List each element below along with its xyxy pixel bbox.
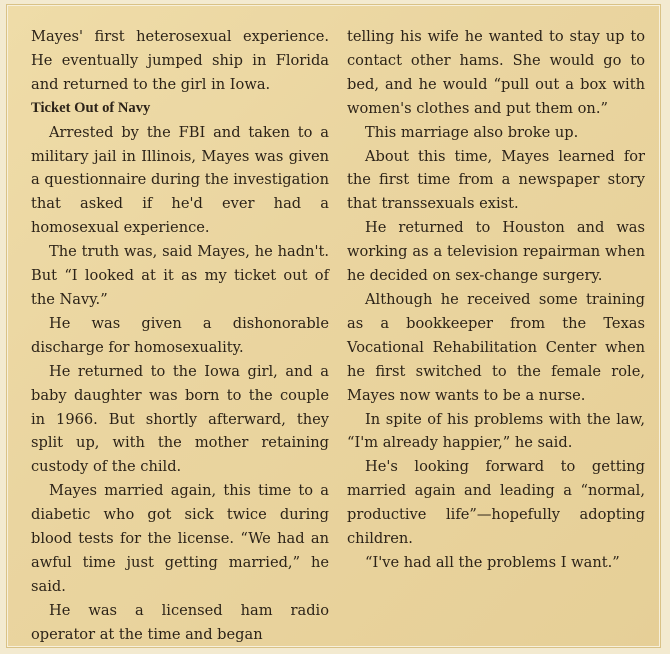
paragraph: The truth was, said Mayes, he hadn't. But “I looked at it as my ticket out of the Navy.” [31,243,329,308]
paragraph: In spite of his problems with the law, “I'm already happier,” he said. [347,410,645,452]
paragraph: About this time, Mayes learned for the first time from a newspaper story that transsexuals exist. [347,147,645,213]
section-heading: Ticket Out of Navy [31,99,151,116]
paragraph: Although he received some training as a bookkeeper from the Texas Vocational Rehabilitation Center when he first switched to the female role, Mayes now wants to be a nurse. [347,290,645,404]
newspaper-clipping [6,4,661,648]
paragraph: He returned to the Iowa girl, and a baby daughter was born to the couple in 1966. But shortly afterward, they split up, with the mother retaining custody of the child. [31,362,329,476]
paragraph: He was a licensed ham radio operator at the time and began [31,601,329,643]
paragraph: This marriage also broke up. [365,123,579,141]
paragraph: He was given a dishonorable discharge for homosexuality. [31,314,329,356]
paragraph: Mayes' first heterosexual experience. He eventually jumped ship in Florida and returned to the girl in Iowa. [31,28,329,93]
paragraph: Mayes married again, this time to a diabetic who got sick twice during blood tests for the license. “We had an awful time just getting married,” he said. [31,482,329,595]
paragraph: He returned to Houston and was working as a television repairman when he decided on sex-change surgery. [347,219,645,285]
right-column [347,25,645,575]
paragraph: He's looking forward to getting married again and leading a “normal, productive life”—hopefully adopting children. [347,458,645,548]
left-column [31,25,329,647]
paragraph: telling his wife he wanted to stay up to contact other hams. She would go to bed, and he would “pull out a box with women's clothes and put them on.” [347,28,645,117]
paragraph: “I've had all the problems I want.” [365,553,620,571]
paragraph: Arrested by the FBI and taken to a military jail in Illinois, Mayes was given a questionnaire during the investigation that asked if he'd ever had a homosexual experience. [31,123,329,237]
